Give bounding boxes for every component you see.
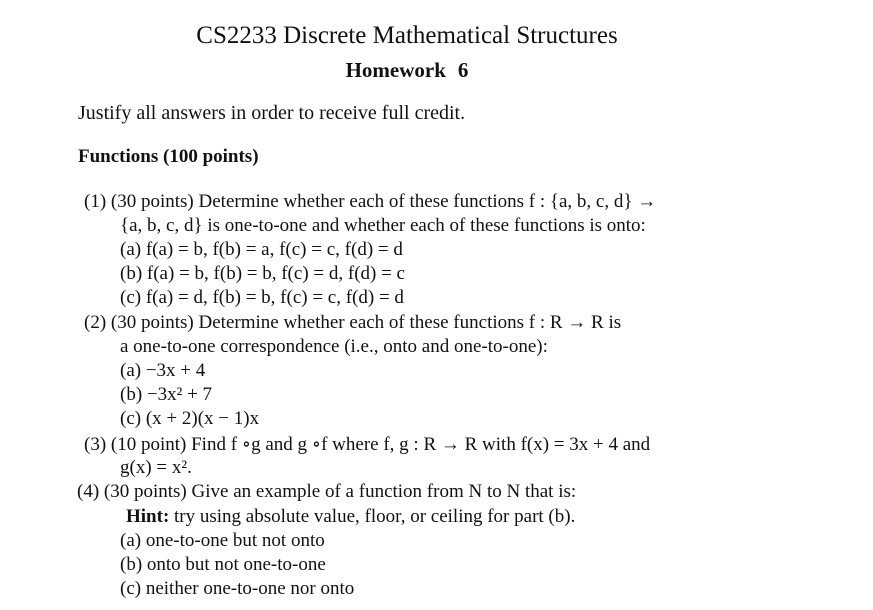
hint-text: try using absolute value, floor, or ceiling for part (b). (169, 506, 576, 527)
problem-4-part-b: (b) onto but not one-to-one (120, 554, 326, 575)
problem-4-part-a: (a) one-to-one but not onto (120, 530, 325, 551)
problem-3-line-1: (3) (10 point) Find f ∘g and g ∘f where f, g : R → R with f(x) = 3x + 4 and (84, 434, 651, 455)
problem-2-part-b: (b) −3x² + 7 (120, 384, 213, 405)
problem-2-line-1: (2) (30 points) Determine whether each of these functions f : R → R is (84, 312, 622, 333)
problem-4-hint (126, 506, 575, 528)
problem-2-line-2: a one-to-one correspondence (i.e., onto and one-to-one): (120, 336, 548, 357)
document-title: CS2233 Discrete Mathematical Structures (196, 22, 618, 49)
problem-1-part-b: (b) f(a) = b, f(b) = b, f(c) = d, f(d) = c (120, 263, 405, 284)
problem-1-part-c: (c) f(a) = d, f(b) = b, f(c) = c, f(d) = d (120, 287, 404, 308)
homework-number: 6 (457, 58, 469, 82)
problem-3-line-2: g(x) = x². (120, 457, 192, 478)
homework-heading (0, 58, 814, 83)
problem-1-line-1: (1) (30 points) Determine whether each of these functions f : {a, b, c, d} → (84, 191, 657, 212)
problem-2-part-a: (a) −3x + 4 (120, 360, 206, 381)
intro-text: Justify all answers in order to receive full credit. (78, 102, 466, 124)
problem-2-part-c: (c) (x + 2)(x − 1)x (120, 408, 260, 429)
problem-1-part-a: (a) f(a) = b, f(b) = a, f(c) = c, f(d) = d (120, 239, 403, 260)
homework-word: Homework (345, 58, 446, 82)
problem-4-part-c: (c) neither one-to-one nor onto (120, 578, 355, 599)
hint-label: Hint: (126, 506, 170, 527)
section-title: Functions (100 points) (78, 146, 259, 167)
problem-4-line-1: (4) (30 points) Give an example of a function from N to N that is: (77, 481, 577, 502)
problem-1-line-2: {a, b, c, d} is one-to-one and whether each of these functions is onto: (120, 215, 646, 236)
